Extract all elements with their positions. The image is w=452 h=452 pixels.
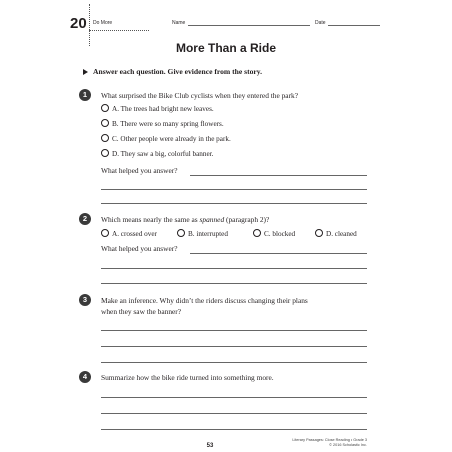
question-3-number: 3 — [79, 294, 91, 306]
question-1-number: 1 — [79, 89, 91, 101]
answer-line[interactable] — [101, 362, 367, 363]
header-divider-horizontal — [89, 30, 149, 31]
date-label: Date — [315, 20, 326, 26]
question-1-option-a[interactable]: A. The trees had bright new leaves. — [101, 104, 214, 114]
question-2-option-d[interactable]: D. cleaned — [315, 229, 357, 239]
question-2-option-c[interactable]: C. blocked — [253, 229, 295, 239]
radio-button-icon[interactable] — [253, 229, 261, 237]
question-2-followup: What helped you answer? — [101, 244, 178, 253]
radio-button-icon[interactable] — [177, 229, 185, 237]
answer-line[interactable] — [101, 346, 367, 347]
question-3-text-line-2: when they saw the banner? — [101, 307, 182, 316]
date-field[interactable] — [328, 25, 380, 26]
answer-line[interactable] — [101, 330, 367, 331]
answer-line[interactable] — [101, 189, 367, 190]
arrow-right-icon — [83, 69, 88, 75]
question-1-text: What surprised the Bike Club cyclists when they entered the park? — [101, 91, 299, 100]
radio-button-icon[interactable] — [101, 134, 109, 142]
answer-line[interactable] — [101, 268, 367, 269]
page-number: 53 — [206, 443, 214, 449]
answer-line[interactable] — [101, 429, 367, 430]
question-2-text: Which means nearly the same as spanned (paragraph 2)? — [101, 215, 270, 224]
radio-button-icon[interactable] — [315, 229, 323, 237]
question-2-option-b[interactable]: B. interrupted — [177, 229, 228, 239]
header-divider-vertical — [89, 4, 90, 46]
question-1-followup: What helped you answer? — [101, 166, 178, 175]
question-4-number: 4 — [79, 371, 91, 383]
question-4-text: Summarize how the bike ride turned into something more. — [101, 373, 274, 382]
lesson-number: 20 — [70, 15, 87, 32]
page-title: More Than a Ride — [175, 41, 276, 55]
answer-line[interactable] — [101, 283, 367, 284]
answer-line[interactable] — [101, 397, 367, 398]
radio-button-icon[interactable] — [101, 229, 109, 237]
footer-credit-line-2: © 2016 Scholastic Inc. — [329, 443, 367, 447]
question-2-number: 2 — [79, 213, 91, 225]
question-1-option-d[interactable]: D. They saw a big, colorful banner. — [101, 149, 213, 159]
question-1-option-b[interactable]: B. There were so many spring flowers. — [101, 119, 224, 129]
question-1-option-c[interactable]: C. Other people were already in the park. — [101, 134, 231, 144]
question-3-text-line-1: Make an inference. Why didn’t the riders discuss changing their plans — [101, 296, 308, 305]
question-2-option-a[interactable]: A. crossed over — [101, 229, 157, 239]
radio-button-icon[interactable] — [101, 119, 109, 127]
name-label: Name — [172, 20, 186, 26]
answer-line[interactable] — [190, 175, 367, 176]
answer-line[interactable] — [101, 413, 367, 414]
radio-button-icon[interactable] — [101, 149, 109, 157]
answer-line[interactable] — [101, 203, 367, 204]
section-label: Do More — [93, 20, 113, 26]
footer-credit-line-1: Literary Passages: Close Reading • Grade 3 — [292, 438, 367, 442]
radio-button-icon[interactable] — [101, 104, 109, 112]
name-field[interactable] — [188, 25, 310, 26]
directions: Answer each question. Give evidence from the story. — [93, 67, 263, 76]
answer-line[interactable] — [190, 253, 367, 254]
